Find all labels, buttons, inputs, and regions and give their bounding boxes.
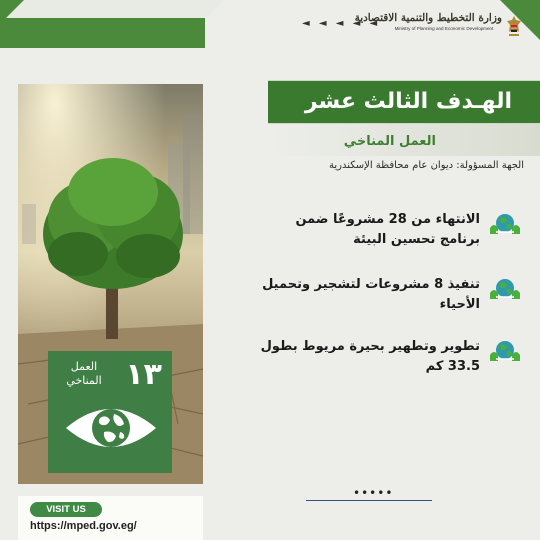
- title-band: [268, 80, 540, 124]
- list-item: [260, 210, 522, 250]
- visit-us-button[interactable]: VISIT US: [30, 502, 102, 517]
- divider: [306, 500, 432, 501]
- ministry-logo: [354, 12, 502, 31]
- nav-arrows[interactable]: ◄ ◄ ◄ ◄ ◄: [302, 18, 381, 29]
- globe-hands-icon: [488, 275, 522, 303]
- responsible-entity: الجهة المسؤولة: ديوان عام محافظة الإسكندرية: [329, 160, 524, 171]
- website-link[interactable]: https://mped.gov.eg/: [30, 520, 137, 532]
- item-text: الانتهاء من 28 مشروعًا ضمن برنامج تحسين البيئة: [295, 212, 480, 247]
- item-text: تنفيذ 8 مشروعات لتشجير وتحميل الأحياء: [262, 277, 480, 312]
- eagle-emblem-icon: [505, 14, 523, 40]
- page-indicator: •••••: [353, 486, 394, 500]
- globe-hands-icon: [488, 210, 522, 238]
- sdg-number: ١٣: [125, 357, 162, 392]
- goal-subtitle: العمل المناخي: [343, 134, 436, 149]
- corner-decoration-stripe: [6, 0, 234, 18]
- item-text: تطوير وتطهير بحيرة مريوط بطول 33.5 كم: [260, 339, 480, 374]
- list-item: [260, 275, 522, 315]
- globe-hands-icon: [488, 337, 522, 365]
- sdg13-badge: [48, 351, 172, 473]
- earth-eye-icon: [64, 400, 158, 456]
- ministry-name-arabic: وزارة التخطيط والتنمية الاقتصادية: [354, 12, 502, 24]
- goal-title: الهـدف الثالث عشر: [304, 89, 512, 114]
- visit-footer: [18, 496, 203, 540]
- sdg-label-line2: المناخي: [66, 374, 102, 387]
- list-item: [260, 337, 522, 377]
- sdg-label-line1: العمل: [70, 360, 98, 373]
- sdg-label: [62, 360, 106, 388]
- ministry-name-english: Ministry of Planning and Economic Development: [394, 26, 494, 31]
